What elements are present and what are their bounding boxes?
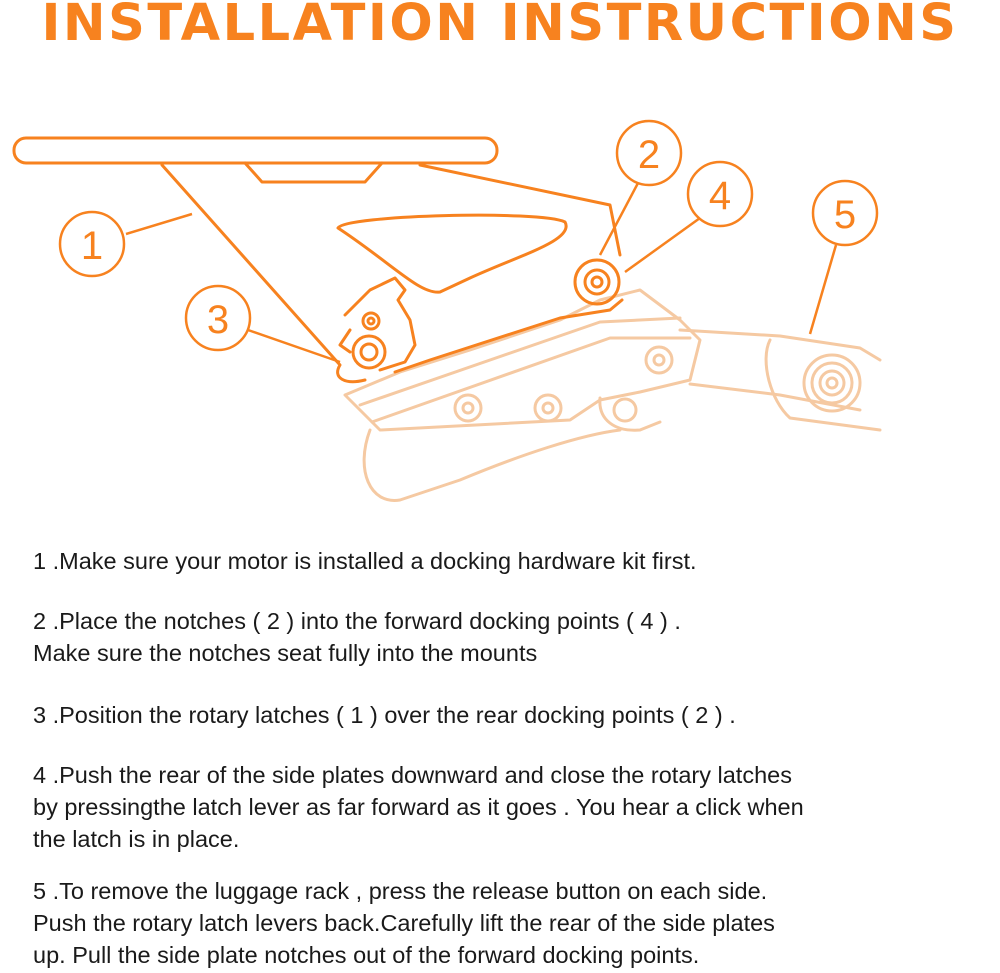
callout-1-label: 1 [80, 224, 104, 268]
callout-1 [60, 212, 192, 276]
step-5-line-3: up. Pull the side plate notches out of the forward docking points. [33, 942, 700, 968]
step-1-line-1: 1 .Make sure your motor is installed a docking hardware kit first. [33, 548, 697, 574]
step-2 [33, 605, 983, 669]
step-5 [33, 875, 983, 971]
page-title: INSTALLATION INSTRUCTIONS [41, 0, 959, 53]
callout-2-label: 2 [637, 133, 661, 177]
step-4 [33, 759, 983, 855]
step-4-line-3: the latch is in place. [33, 826, 240, 852]
step-3-line-1: 3 .Position the rotary latches ( 1 ) over the rear docking points ( 2 ) . [33, 702, 736, 728]
installation-diagram [0, 100, 1000, 540]
callout-3-label: 3 [206, 298, 230, 342]
step-2-line-1: 2 .Place the notches ( 2 ) into the forward docking points ( 4 ) . [33, 608, 681, 634]
step-4-line-1: 4 .Push the rear of the side plates downward and close the rotary latches [33, 762, 792, 788]
motorcycle-tail-section [345, 290, 880, 500]
step-1 [33, 545, 983, 577]
callout-3 [186, 286, 340, 362]
callout-5 [810, 181, 877, 334]
callout-4-label: 4 [708, 174, 732, 218]
step-3 [33, 699, 983, 731]
callout-5-label: 5 [833, 193, 857, 237]
step-4-line-2: by pressingthe latch lever as far forward as it goes . You hear a click when [33, 794, 804, 820]
step-2-line-2: Make sure the notches seat fully into the mounts [33, 640, 538, 666]
step-5-line-2: Push the rotary latch levers back.Carefully lift the rear of the side plates [33, 910, 775, 936]
callout-2 [600, 121, 681, 255]
step-5-line-1: 5 .To remove the luggage rack , press the release button on each side. [33, 878, 768, 904]
